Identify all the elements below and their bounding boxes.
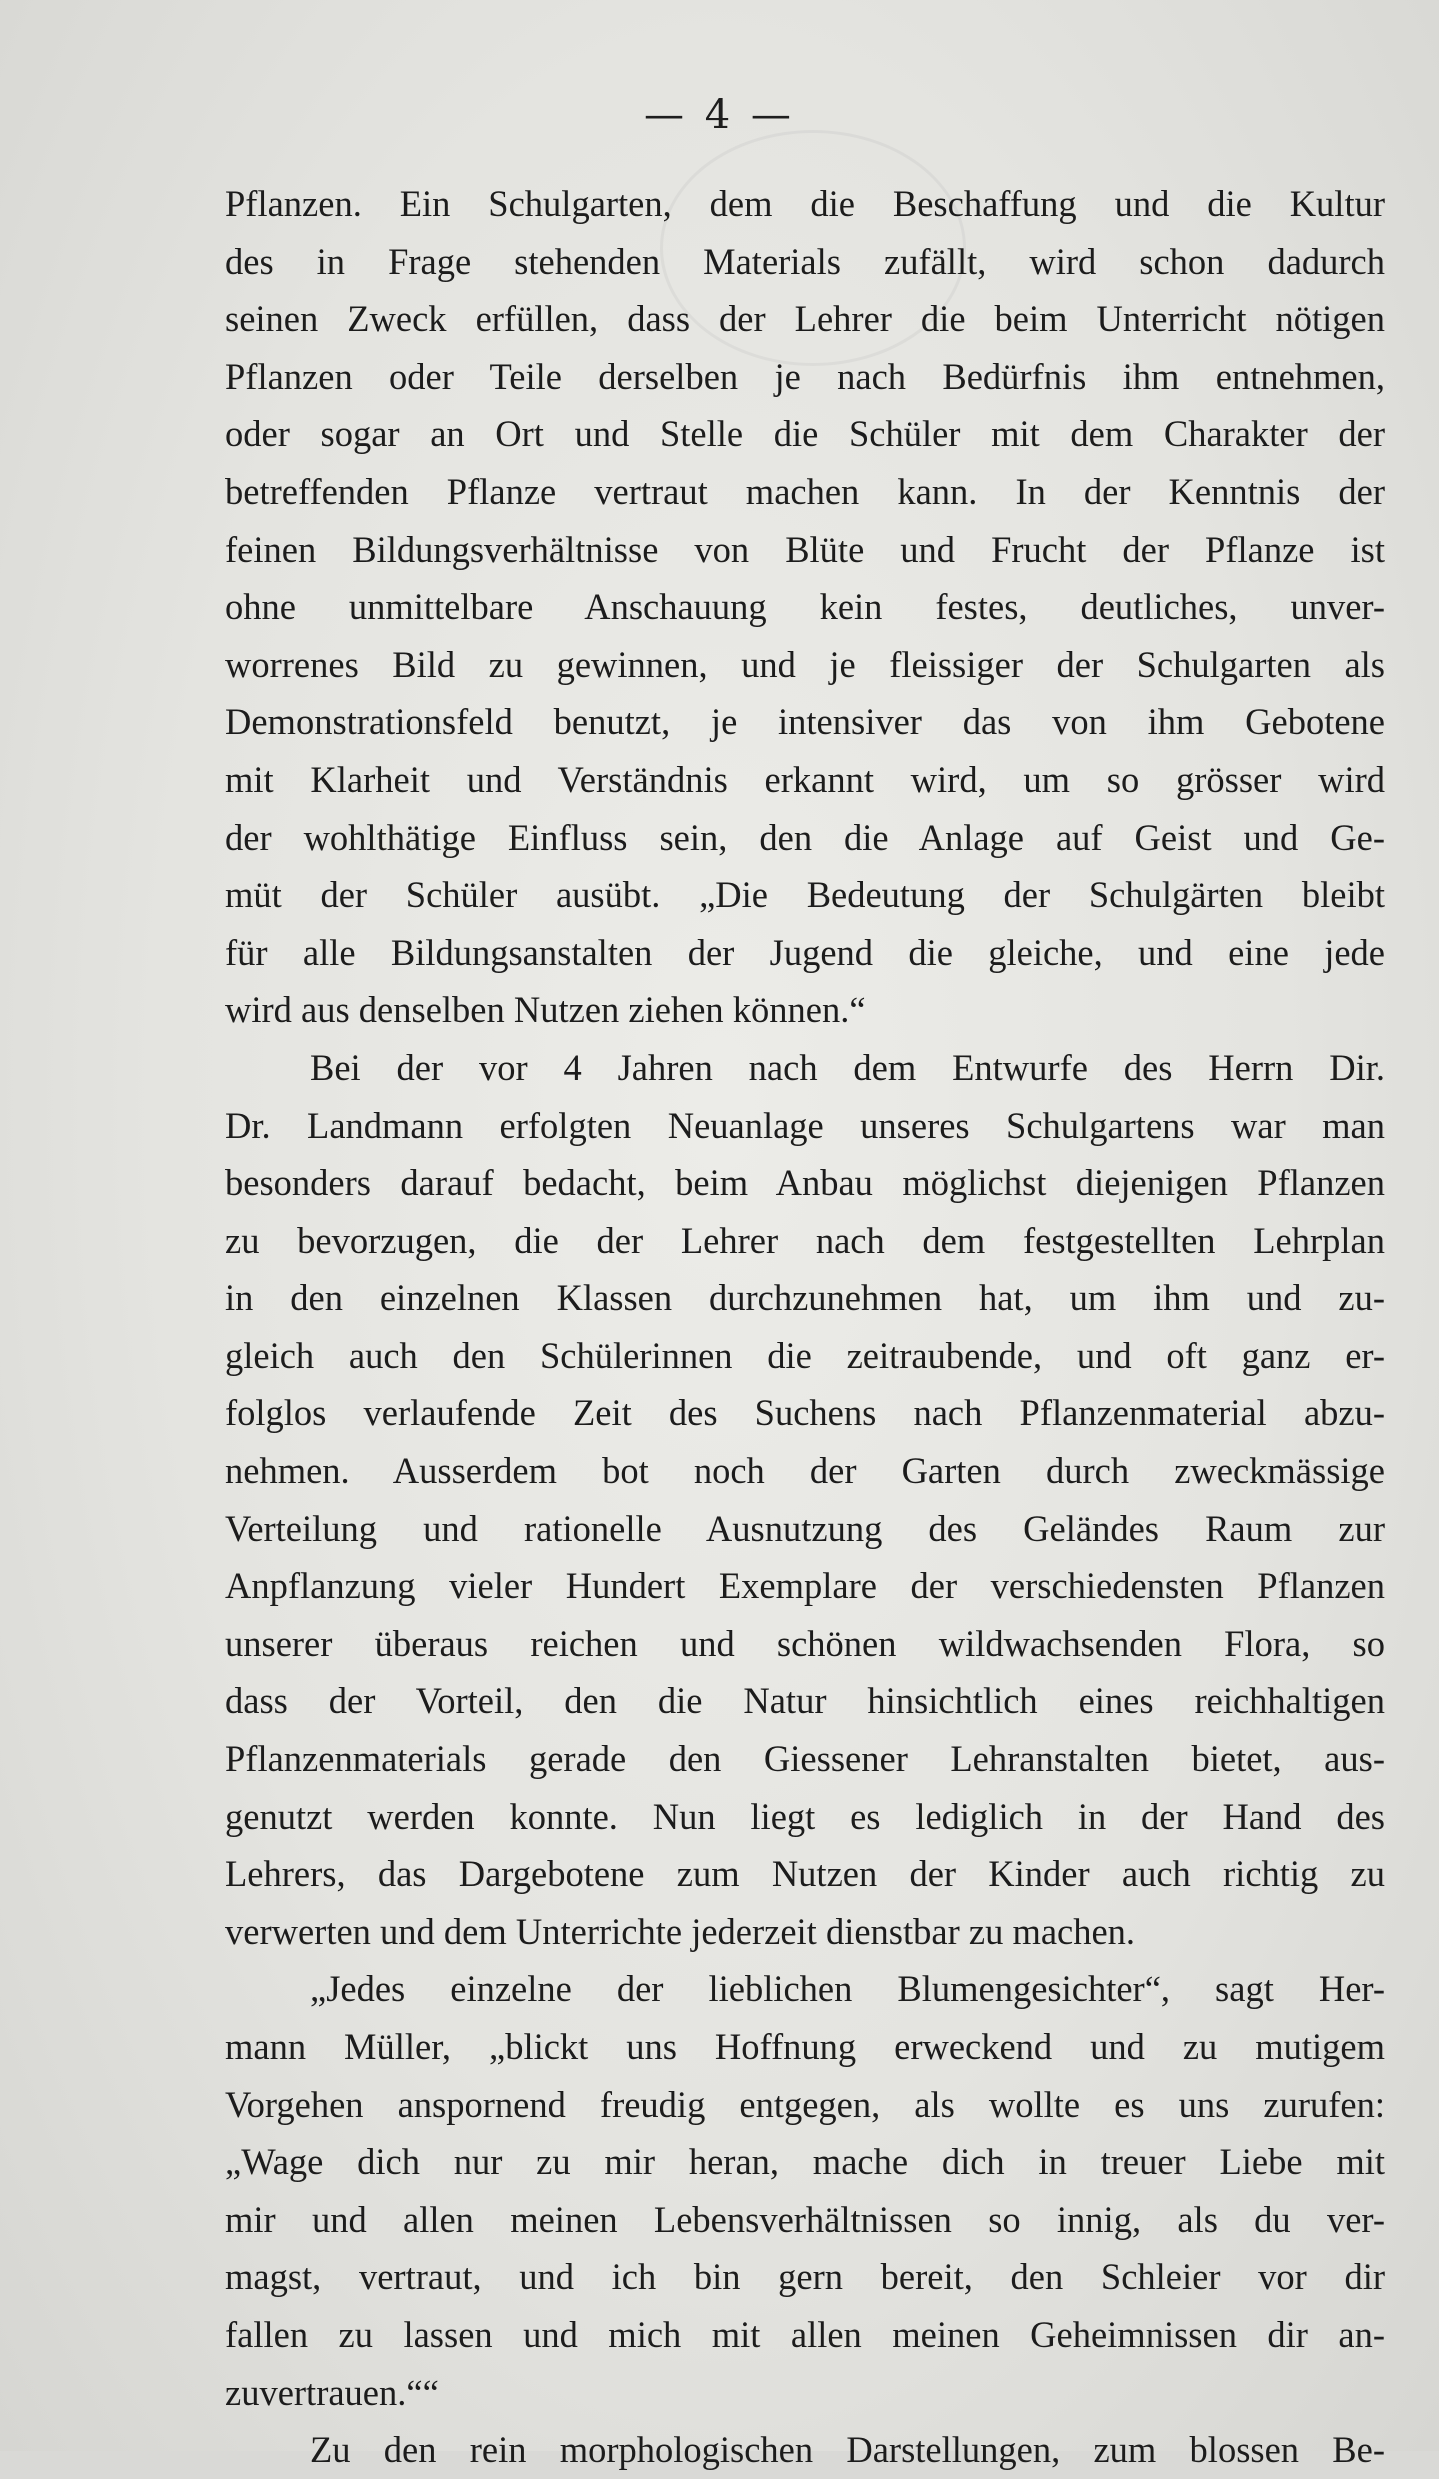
- text-line: magst, vertraut, und ich bin gern bereit, den Schleier vor dir: [225, 2256, 1385, 2298]
- text-line: Lehrers, das Dargebotene zum Nutzen der Kinder auch richtig zu: [225, 1853, 1385, 1895]
- body-text: [225, 175, 1385, 2479]
- text-line: Vorgehen anspornend freudig entgegen, als wollte es uns zurufen:: [225, 2083, 1385, 2125]
- text-line: mit Klarheit und Verständnis erkannt wird, um so grösser wird: [225, 758, 1385, 800]
- text-line: mann Müller, „blickt uns Hoffnung erweckend und zu mutigem: [225, 2026, 1385, 2067]
- text-line: unserer überaus reichen und schönen wildwachsenden Flora, so: [225, 1622, 1385, 1664]
- paragraph: [225, 1039, 1385, 1961]
- text-line: worrenes Bild zu gewinnen, und je fleissiger der Schulgarten als: [225, 643, 1385, 685]
- text-line: betreffenden Pflanze vertraut machen kann. In der Kenntnis der: [225, 470, 1385, 512]
- text-line: Verteilung und rationelle Ausnutzung des Geländes Raum zur: [225, 1507, 1385, 1549]
- text-line: besonders darauf bedacht, beim Anbau möglichst diejenigen Pflanzen: [225, 1162, 1385, 1204]
- text-line: feinen Bildungsverhältnisse von Blüte und Frucht der Pflanze ist: [225, 528, 1385, 570]
- text-line: ohne unmittelbare Anschauung kein festes, deutliches, unver-: [225, 586, 1385, 628]
- text-line: der wohlthätige Einfluss sein, den die Anlage auf Geist und Ge-: [225, 816, 1385, 858]
- text-line: müt der Schüler ausübt. „Die Bedeutung der Schulgärten bleibt: [225, 874, 1385, 916]
- text-line: genutzt werden konnte. Nun liegt es lediglich in der Hand des: [225, 1795, 1385, 1837]
- text-line: mir und allen meinen Lebensverhältnissen so innig, als du ver-: [225, 2198, 1385, 2240]
- text-line: zu bevorzugen, die der Lehrer nach dem festgestellten Lehrplan: [225, 1219, 1385, 1261]
- text-line: nehmen. Ausserdem bot noch der Garten durch zweckmässige: [225, 1450, 1385, 1492]
- text-line: für alle Bildungsanstalten der Jugend die gleiche, und eine jede: [225, 931, 1385, 973]
- text-line: Pflanzen oder Teile derselben je nach Bedürfnis ihm entnehmen,: [225, 355, 1385, 397]
- text-line: folglos verlaufende Zeit des Suchens nach Pflanzenmaterial abzu-: [225, 1392, 1385, 1434]
- text-line: Bei der vor 4 Jahren nach dem Entwurfe des Herrn Dir.: [310, 1046, 1385, 1088]
- text-line: dass der Vorteil, den die Natur hinsichtlich eines reichhaltigen: [225, 1680, 1385, 1722]
- text-line: in den einzelnen Klassen durchzunehmen hat, um ihm und zu-: [225, 1277, 1385, 1319]
- text-line: Demonstrationsfeld benutzt, je intensiver das von ihm Gebotene: [225, 701, 1385, 743]
- text-line: seinen Zweck erfüllen, dass der Lehrer die beim Unterricht nötigen: [225, 298, 1385, 340]
- text-line: Pflanzen. Ein Schulgarten, dem die Beschaffung und die Kultur: [225, 183, 1385, 224]
- text-line: Pflanzenmaterials gerade den Giessener Lehranstalten bietet, aus-: [225, 1738, 1385, 1780]
- text-line: oder sogar an Ort und Stelle die Schüler mit dem Charakter der: [225, 413, 1385, 455]
- text-line: Anpflanzung vieler Hundert Exemplare der verschiedensten Pflanzen: [225, 1565, 1385, 1607]
- text-line: fallen zu lassen und mich mit allen meinen Geheimnissen dir an-: [225, 2313, 1385, 2355]
- paragraph: [225, 1960, 1385, 2421]
- text-line: zuvertrauen.““: [225, 2371, 439, 2413]
- text-line: „Jedes einzelne der lieblichen Blumengesichter“, sagt Her-: [310, 1968, 1385, 2010]
- text-line: Dr. Landmann erfolgten Neuanlage unseres Schulgartens war man: [225, 1104, 1385, 1146]
- text-line: des in Frage stehenden Materials zufällt, wird schon dadurch: [225, 240, 1385, 282]
- text-line: wird aus denselben Nutzen ziehen können.“: [225, 989, 866, 1031]
- paragraph: [225, 175, 1385, 1039]
- paragraph: [225, 2421, 1385, 2479]
- text-line: gleich auch den Schülerinnen die zeitraubende, und oft ganz er-: [225, 1334, 1385, 1376]
- text-line: verwerten und dem Unterrichte jederzeit dienstbar zu machen.: [225, 1910, 1136, 1952]
- page-number: — 4 —: [644, 92, 795, 138]
- text-line: „Wage dich nur zu mir heran, mache dich in treuer Liebe mit: [225, 2141, 1385, 2183]
- text-line: Zu den rein morphologischen Darstellungen, zum blossen Be-: [310, 2429, 1385, 2471]
